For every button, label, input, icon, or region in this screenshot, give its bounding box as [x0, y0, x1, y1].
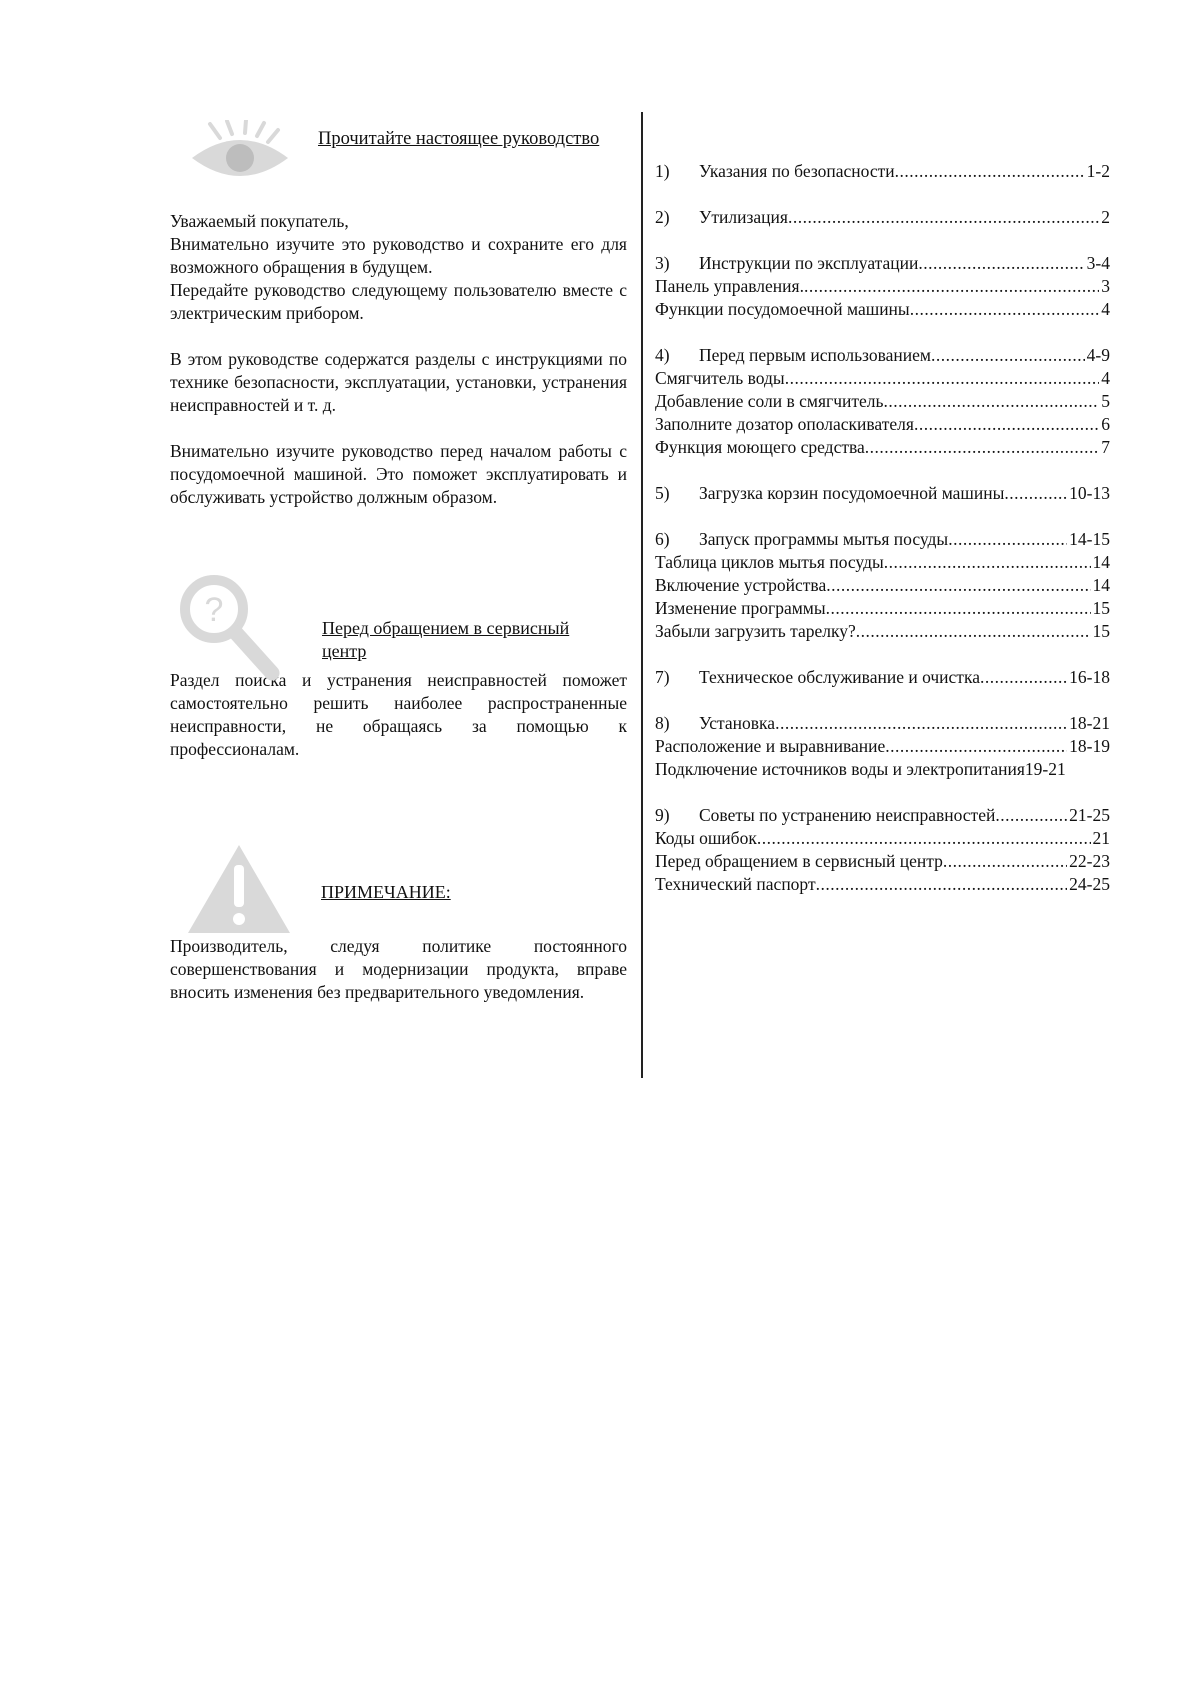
toc-leader [884, 551, 1091, 574]
toc-item[interactable] [655, 873, 1110, 896]
toc-item[interactable] [655, 436, 1110, 459]
toc-item[interactable] [655, 574, 1110, 597]
toc-leader [910, 298, 1100, 321]
toc-title: Установка [699, 713, 776, 733]
service-paragraph: Раздел поиска и устранения неисправностей поможет самостоятельно решить наиболее распространенные неисправности, не обращаясь за помощью к профессионалам. [170, 670, 627, 759]
toc-item[interactable] [655, 390, 1110, 413]
greeting-line: Уважаемый покупатель, [170, 211, 349, 231]
toc-leader [785, 367, 1100, 390]
toc-title: Забыли загрузить тарелку? [655, 621, 856, 641]
toc-title: Запуск программы мытья посуды [699, 529, 949, 549]
toc-item[interactable] [655, 367, 1110, 390]
greeting-paragraph [170, 210, 627, 325]
toc-item[interactable] [655, 850, 1110, 873]
toc-num: 2) [655, 207, 670, 227]
toc-item[interactable] [655, 597, 1110, 620]
toc-num: 5) [655, 483, 670, 503]
toc-item[interactable] [655, 827, 1110, 850]
toc-num: 9) [655, 805, 670, 825]
toc-section-9[interactable] [655, 804, 1110, 827]
toc-leader [788, 206, 1099, 229]
toc-page: 21-25 [1069, 805, 1110, 825]
table-of-contents [655, 160, 1110, 896]
note-heading: ПРИМЕЧАНИЕ: [321, 882, 451, 902]
toc-leader [804, 275, 1099, 298]
toc-section-1[interactable] [655, 160, 1110, 183]
toc-leader [826, 574, 1090, 597]
toc-title: Включение устройства [655, 575, 827, 595]
toc-page: 4-9 [1086, 345, 1110, 365]
keep-manual-line: Внимательно изучите это руководство и сохраните его для возможного обращения в будущем. [170, 234, 627, 277]
toc-page: 21 [1092, 828, 1110, 848]
toc-num: 6) [655, 529, 670, 549]
toc-section-6[interactable] [655, 528, 1110, 551]
toc-title: Панель управления. [655, 276, 804, 296]
toc-title: Технический паспорт [655, 874, 816, 894]
toc-page: 3-4 [1086, 253, 1110, 273]
toc-section-8[interactable] [655, 712, 1110, 735]
warning-icon [186, 843, 292, 935]
toc-leader [856, 620, 1091, 643]
toc-title: Функция моющего средства [655, 437, 865, 457]
toc-item[interactable] [655, 620, 1110, 643]
toc-page: 14 [1092, 575, 1110, 595]
toc-page: 5 [1101, 391, 1110, 411]
toc-title: Функции посудомоечной машины [655, 299, 910, 319]
toc-leader [895, 160, 1085, 183]
toc-title: Загрузка корзин посудомоечной машины [699, 483, 1005, 503]
toc-num: 4) [655, 345, 670, 365]
toc-page: 1-2 [1086, 161, 1110, 181]
toc-page: 7 [1101, 437, 1110, 457]
toc-page: 16-18 [1069, 667, 1110, 687]
toc-page: 18-19 [1069, 736, 1110, 756]
toc-section-4[interactable] [655, 344, 1110, 367]
toc-page: 22-23 [1069, 851, 1110, 871]
toc-title: Добавление соли в смягчитель [655, 391, 884, 411]
toc-title: Перед обращением в сервисный центр [655, 851, 943, 871]
toc-leader [914, 413, 1099, 436]
service-heading: Перед обращением в сервисный центр [322, 618, 570, 661]
magnifier-question-icon [178, 573, 284, 683]
toc-num: 1) [655, 161, 670, 181]
toc-title: Техническое обслуживание и очистка [699, 667, 980, 687]
toc-leader [826, 597, 1091, 620]
sections-paragraph: В этом руководстве содержатся разделы с инструкциями по технике безопасности, эксплуатации, установки, устранения неисправностей и т. д. [170, 349, 627, 415]
study-paragraph: Внимательно изучите руководство перед началом работы с посудомоечной машиной. Это поможет эксплуатировать и обслуживать устройство должным образом. [170, 441, 627, 507]
toc-leader [757, 827, 1091, 850]
toc-page: 10-13 [1069, 483, 1110, 503]
toc-title: Подключение источников воды и электропитания [655, 759, 1025, 779]
toc-item[interactable] [655, 413, 1110, 436]
toc-title: Перед первым использованием [699, 345, 931, 365]
toc-page: 19-21 [1024, 759, 1066, 779]
toc-page: 4 [1101, 368, 1110, 388]
toc-page: 18-21 [1069, 713, 1110, 733]
read-manual-heading: Прочитайте настоящее руководство [318, 129, 600, 149]
toc-title: Изменение программы [655, 598, 826, 618]
toc-leader [995, 804, 1067, 827]
toc-section-3[interactable] [655, 252, 1110, 275]
toc-leader [1004, 482, 1067, 505]
toc-page: 6 [1101, 414, 1110, 434]
toc-title: Инструкции по эксплуатации [699, 253, 919, 273]
toc-leader [816, 873, 1068, 896]
toc-title: Таблица циклов мытья посуды [655, 552, 884, 572]
toc-leader [948, 528, 1067, 551]
toc-title: Заполните дозатор ополаскивателя [655, 414, 914, 434]
toc-title: Коды ошибок [655, 828, 757, 848]
toc-title: Смягчитель воды [655, 368, 785, 388]
toc-leader [931, 344, 1085, 367]
toc-page: 15 [1092, 598, 1110, 618]
toc-section-5[interactable] [655, 482, 1110, 505]
toc-leader [865, 436, 1099, 459]
toc-section-7[interactable] [655, 666, 1110, 689]
toc-page: 24-25 [1069, 874, 1110, 894]
toc-page: 15 [1092, 621, 1110, 641]
toc-page: 3 [1101, 276, 1110, 296]
toc-item[interactable] [655, 275, 1110, 298]
toc-num: 3) [655, 253, 670, 273]
toc-item[interactable] [655, 758, 1110, 781]
toc-leader [775, 712, 1067, 735]
toc-page: 4 [1101, 299, 1110, 319]
toc-title: Утилизация [699, 207, 788, 227]
toc-page: 2 [1101, 207, 1110, 227]
note-paragraph: Производитель, следуя политике постоянного совершенствования и модернизации продукта, вправе вносить изменения без предварительного уведомления. [170, 936, 627, 1002]
toc-num: 7) [655, 667, 670, 687]
svg-text:?: ? [204, 591, 224, 629]
toc-item[interactable] [655, 298, 1110, 321]
column-divider [641, 112, 643, 1078]
toc-page: 14-15 [1069, 529, 1110, 549]
toc-leader [885, 735, 1067, 758]
toc-title: Советы по устранению неисправностей [699, 805, 996, 825]
toc-page: 14 [1092, 552, 1110, 572]
pass-manual-line: Передайте руководство следующему пользователю вместе с электрическим прибором. [170, 280, 627, 323]
toc-title: Указания по безопасности [699, 161, 895, 181]
toc-leader [918, 252, 1084, 275]
toc-leader [980, 666, 1067, 689]
toc-title: Расположение и выравнивание [655, 736, 886, 756]
toc-section-2[interactable] [655, 206, 1110, 229]
toc-item[interactable] [655, 735, 1110, 758]
toc-item[interactable] [655, 551, 1110, 574]
toc-leader [943, 850, 1067, 873]
toc-num: 8) [655, 713, 670, 733]
toc-leader [884, 390, 1100, 413]
